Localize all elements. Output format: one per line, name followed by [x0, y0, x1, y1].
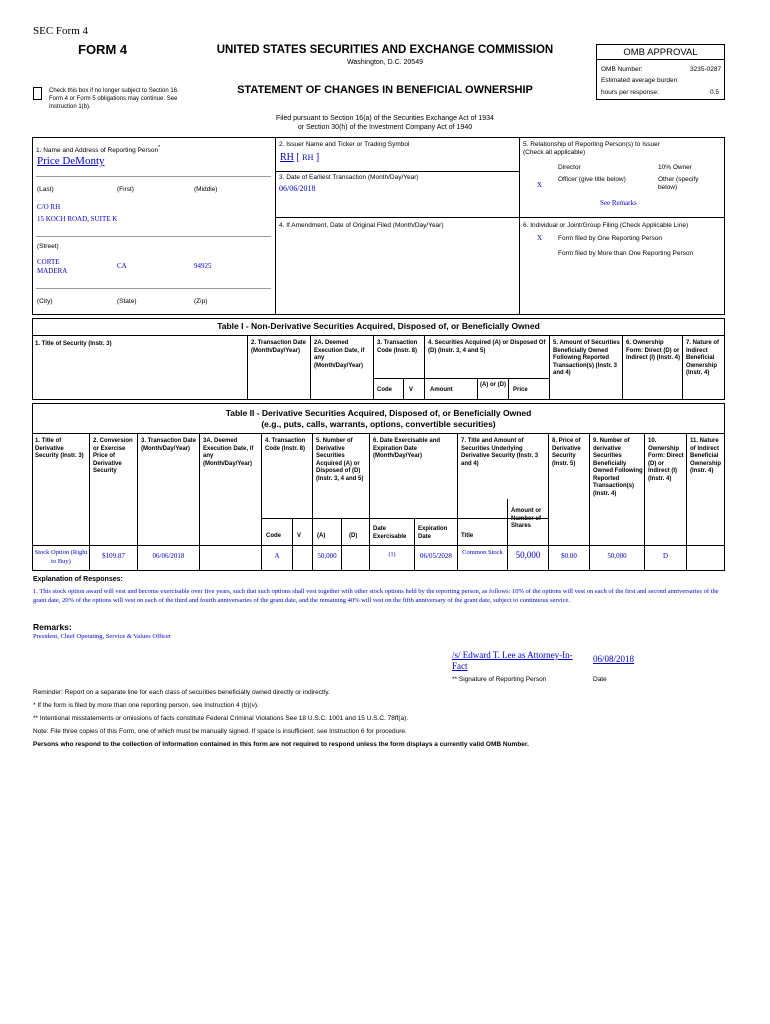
t2-h6: 6. Date Exercisable and Expiration Date (Month/Day/Year): [373, 438, 441, 459]
t2-h4: 4. Transaction Code (Instr. 8): [265, 438, 306, 452]
explanation-label: Explanation of Responses:: [33, 576, 123, 583]
no-longer-subject-checkbox[interactable]: [33, 87, 42, 100]
filed-by-one-label: Form filed by One Reporting Person: [558, 235, 663, 242]
burden-value: 0.5: [710, 89, 720, 96]
ten-pct-owner-label: 10% Owner: [658, 164, 692, 171]
t2-exp: Expiration Date: [418, 526, 448, 540]
zip-label: (Zip): [194, 298, 208, 305]
address-line1: C/O RH: [37, 203, 61, 211]
t2-h9: 9. Number of derivative Securities Beneficially Owned Following Reported Transaction(s) (Instr. 4): [593, 438, 643, 497]
commission-title: UNITED STATES SECURITIES AND EXCHANGE COMMISSION: [216, 44, 554, 56]
officer-x-mark: X: [537, 181, 543, 189]
earliest-transaction-date: 06/06/2018: [279, 184, 316, 193]
t2-h10: 10. Ownership Form: Direct (D) or Indirect (I) (Instr. 4): [648, 438, 684, 482]
t2-title: Title: [461, 533, 474, 539]
t2-h3a: 3A. Deemed Execution Date, if any (Month/Day/Year): [203, 438, 254, 467]
omb-number: 3235-0287: [690, 66, 722, 73]
other-label: Other (specify below): [658, 176, 699, 191]
one-person-x-mark: X: [537, 234, 543, 242]
t2-h8: 8. Price of Derivative Security (Instr. 5): [552, 438, 581, 467]
box5-label: 5. Relationship of Reporting Person(s) to Issuer (Check all applicable): [523, 141, 660, 156]
t2-amt-shares: Amount or Number of Shares: [511, 508, 542, 529]
t2-row-date: 06/06/2018: [152, 552, 185, 560]
t2-row-owned: 50,000: [607, 552, 627, 560]
t1-h1: 1. Title of Security (Instr. 3): [35, 341, 112, 347]
t1-code: Code: [377, 387, 392, 393]
t2-row-a-amt: 50,000: [317, 552, 337, 560]
remarks-label: Remarks:: [33, 622, 72, 632]
last-label: (Last): [37, 186, 54, 193]
box6-label: 6. Individual or Joint/Group Filing (Check Applicable Line): [523, 222, 689, 229]
issuer-line: RH [ RH ]: [280, 152, 320, 163]
table1-title: Table I - Non-Derivative Securities Acquired, Disposed of, or Beneficially Owned: [217, 321, 540, 331]
note2: ** Intentional misstatements or omissions of facts constitute Federal Criminal Violations See 18 U.S.C. 1001 and 15 U.S.C. 78ff(a).: [33, 715, 409, 722]
issuer-name[interactable]: RH: [280, 152, 294, 163]
filed-by-more-label: Form filed by More than One Reporting Person: [558, 250, 694, 257]
form-title: FORM 4: [78, 42, 128, 57]
t2-row-title: Common Stock: [462, 549, 503, 556]
t1-aord: (A) or (D): [480, 382, 506, 388]
box4-label: 4. If Amendment, Date of Original Filed (Month/Day/Year): [279, 222, 444, 229]
t2-date-ex: Date Exercisable: [373, 526, 407, 540]
t1-h2: 2. Transaction Date (Month/Day/Year): [251, 340, 307, 354]
city-label: (City): [37, 298, 53, 305]
note3: Note: File three copies of this Form, one of which must be manually signed. If space is insufficient, see Instruction 6 for procedure.: [33, 728, 407, 735]
t2-d: (D): [349, 533, 358, 539]
first-label: (First): [117, 186, 134, 193]
t2-a: (A): [317, 533, 326, 539]
sec-form-label: SEC Form 4: [33, 25, 89, 37]
t1-price: Price: [513, 387, 528, 393]
reminder: Reminder: Report on a separate line for each class of securities beneficially owned directly or indirectly.: [33, 689, 330, 696]
t2-row-shares: 50,000: [515, 550, 541, 560]
officer-label: Officer (give title below): [558, 176, 626, 183]
t1-h3: 3. Transaction Code (Instr. 8): [377, 340, 418, 354]
t2-row-form: D: [662, 552, 669, 560]
t2-row-security: Stock Option (Right to Buy): [34, 549, 88, 565]
signature-label: ** Signature of Reporting Person: [452, 676, 547, 683]
t1-h2a: 2A. Deemed Execution Date, if any (Month/Day/Year): [314, 340, 365, 369]
omb-number-label: OMB Number:: [601, 66, 643, 73]
t2-h3: 3. Transaction Date (Month/Day/Year): [141, 438, 197, 452]
t2-h5: 5. Number of Derivative Securities Acquired (A) or Disposed of (D) (Instr. 3, 4 and 5): [316, 438, 364, 482]
t2-row-deriv-price: $0.00: [561, 552, 577, 560]
note1: * If the form is filed by more than one reporting person, see Instruction 4 (b)(v).: [33, 702, 259, 709]
t2-row-exp: 06/05/2028: [420, 552, 452, 560]
address-line2: 15 KOCH ROAD, SUITE K: [37, 215, 118, 223]
hours-label: hours per response:: [601, 89, 659, 96]
t2-h2: 2. Conversion or Exercise Price of Derivative Security: [93, 438, 133, 474]
omb-title: OMB APPROVAL: [597, 45, 724, 60]
filed-pursuant: Filed pursuant to Section 16(a) of the Securities Exchange Act of 1934 or Section 30(h) of the Investment Company Act of 1940: [276, 115, 494, 131]
location: Washington, D.C. 20549: [346, 59, 423, 66]
t2-h11: 11. Nature of Indirect Beneficial Ownership (Instr. 4): [690, 438, 722, 474]
t2-v: V: [297, 533, 302, 539]
signature-date: 06/08/2018: [593, 654, 635, 664]
t2-row-price: $109.87: [102, 552, 125, 560]
explanation-text: 1. This stock option award will vest and become exercisable over five years, such that such options shall vest together with other stock options held by the reporting person, as follows: 10% of the options will vest on each of the first and second anniversaries of the grant date, 20% of the options will vest on each of the third and fourth anniversaries of the grant date, and the remaining 40% will vest on the fifth anniversary of the grant date, subject to continuous service.: [33, 588, 719, 604]
t1-h6: 6. Ownership Form: Direct (D) or Indirect (I) (Instr. 4): [626, 340, 681, 361]
state-label: (State): [117, 298, 137, 305]
t1-v: V: [409, 387, 414, 393]
state-value: CA: [117, 262, 127, 270]
date-label: Date: [593, 676, 607, 683]
city-value: CORTE MADERA: [37, 258, 68, 275]
t2-code: Code: [266, 533, 281, 539]
see-remarks-link[interactable]: See Remarks: [600, 199, 637, 207]
statement-title: STATEMENT OF CHANGES IN BENEFICIAL OWNERSHIP: [237, 84, 533, 96]
street-label: (Street): [37, 243, 59, 250]
t2-row-code: A: [274, 552, 280, 560]
zip-value: 94925: [194, 262, 212, 270]
t2-h7: 7. Title and Amount of Securities Underlying Derivative Security (Instr. 3 and 4): [461, 438, 539, 467]
director-label: Director: [558, 164, 581, 171]
note4: Persons who respond to the collection of information contained in this form are not required to respond unless the form displays a currently valid OMB Number.: [33, 741, 529, 748]
t1-h4: 4. Securities Acquired (A) or Disposed Of (D) (Instr. 3, 4 and 5): [428, 340, 546, 354]
table2-title: Table II - Derivative Securities Acquired, Disposed of, or Beneficially Owned (e.g., puts, calls, warrants, options, convertible securities): [225, 408, 532, 429]
t1-amount: Amount: [430, 387, 453, 393]
box1-label: 1. Name and Address of Reporting Person*: [36, 145, 161, 155]
box3-label: 3. Date of Earliest Transaction (Month/Day/Year): [279, 174, 419, 181]
t2-row-date-ex: (1): [388, 552, 396, 558]
remarks-text: President, Chief Operating, Service & Values Officer: [33, 633, 172, 640]
reporting-person-name[interactable]: Price DeMonty: [37, 155, 105, 167]
middle-label: (Middle): [194, 186, 218, 193]
burden-label: Estimated average burden: [601, 77, 678, 84]
checkbox-text: Check this box if no longer subject to Section 16. Form 4 or Form 5 obligations may continue. See Instruction 1(b).: [49, 88, 179, 110]
signature: /s/ Edward T. Lee as Attorney-In-Fact: [452, 650, 573, 671]
ticker: RH: [302, 153, 314, 162]
box2-label: 2. Issuer Name and Ticker or Trading Symbol: [279, 141, 410, 148]
t1-h7: 7. Nature of Indirect Beneficial Ownership (Instr. 4): [686, 340, 720, 376]
t1-h5: 5. Amount of Securities Beneficially Owned Following Reported Transaction(s) (Instr. 3 and 4): [553, 340, 620, 376]
t2-h1: 1. Title of Derivative Security (Instr. 3): [35, 438, 84, 459]
